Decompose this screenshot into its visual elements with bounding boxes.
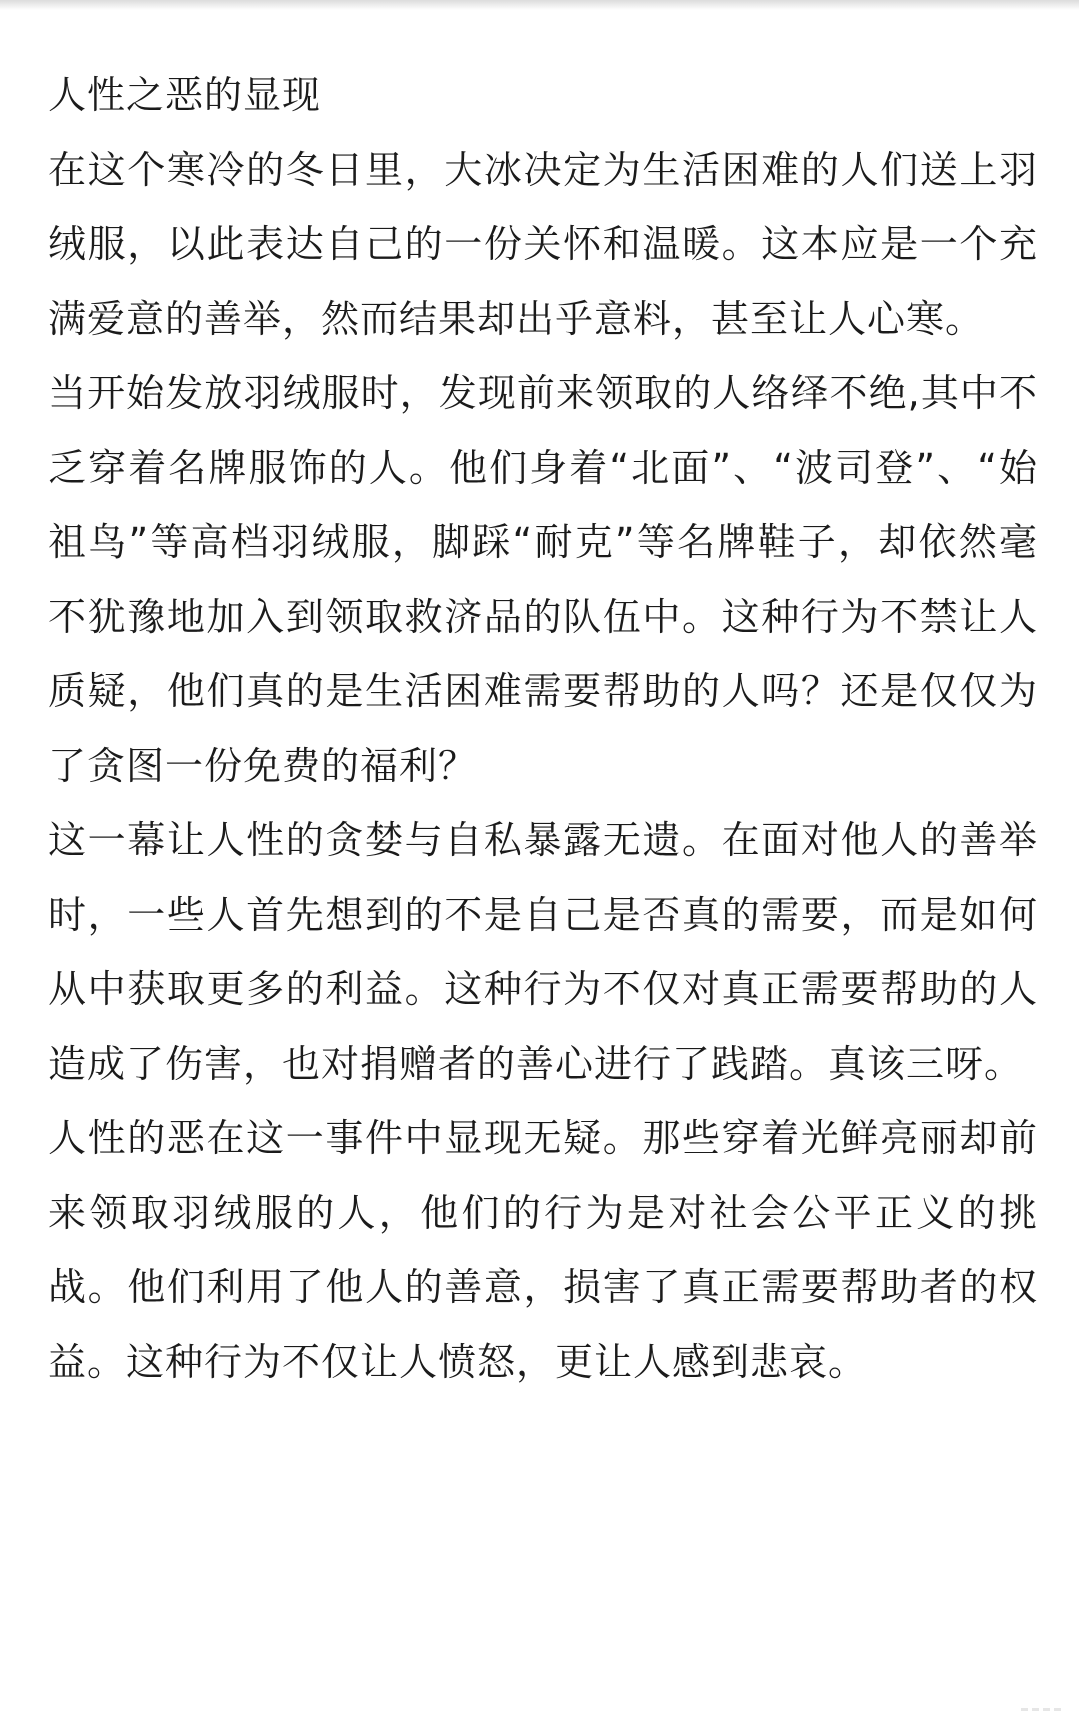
paragraph-2: 当开始发放羽绒服时，发现前来领取的人络绎不绝,其中不乏穿着名牌服饰的人。他们身着“北面”、“波司登”、“始祖鸟”等高档羽绒服，脚踩“耐克”等名牌鞋子，却依然毫不犹豫地加入到领取救济品的队伍中。这种行为不禁让人质疑，他们真的是生活困难需要帮助的人吗？还是仅仅为了贪图一份免费的福利？	[48, 371, 1038, 788]
top-edge-shadow	[0, 0, 1079, 10]
paragraph-1: 在这个寒冷的冬日里，大冰决定为生活困难的人们送上羽绒服，以此表达自己的一份关怀和温暖。这本应是一个充满爱意的善举，然而结果却出乎意料，甚至让人心寒。	[48, 147, 1038, 341]
watermark-mark	[1021, 1708, 1061, 1711]
article-body	[48, 58, 1038, 1399]
paragraph-3: 这一幕让人性的贪婪与自私暴露无遗。在面对他人的善举时，一些人首先想到的不是自己是否真的需要，而是如何从中获取更多的利益。这种行为不仅对真正需要帮助的人造成了伤害，也对捐赠者的善心进行了践踏。真该三呀。	[48, 818, 1038, 1086]
paragraph-4: 人性的恶在这一事件中显现无疑。那些穿着光鲜亮丽却前来领取羽绒服的人，他们的行为是对社会公平正义的挑战。他们利用了他人的善意，损害了真正需要帮助者的权益。这种行为不仅让人愤怒，更让人感到悲哀。	[48, 1116, 1038, 1384]
article-title: 人性之恶的显现	[48, 73, 322, 117]
